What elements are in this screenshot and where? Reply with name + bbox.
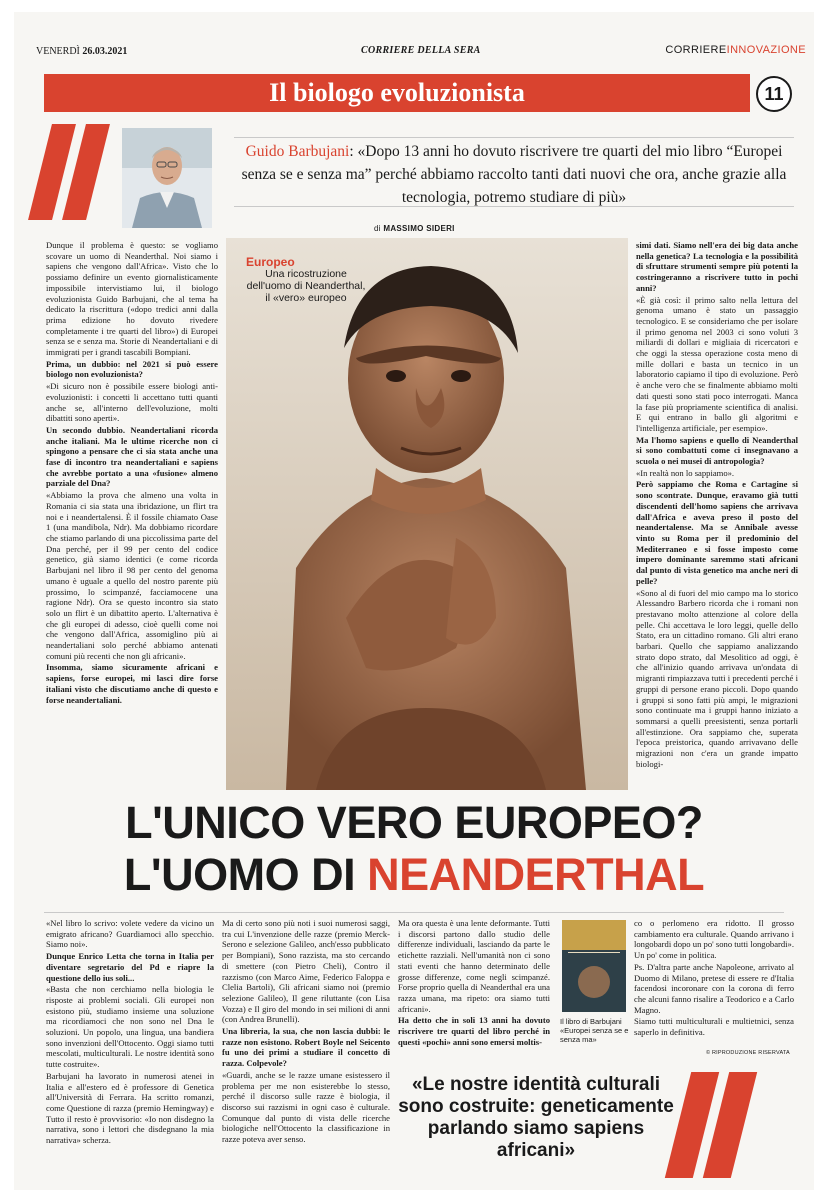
- quote-mark-icon: [40, 124, 120, 224]
- body-paragraph: «Di sicuro non è possibile essere biologi anti-evoluzionisti: i concetti li accettano tutti quanti anche se, all'interno dell'evoluzione, molti dibattiti sono aperti».: [46, 381, 218, 424]
- question-paragraph: simi dati. Siamo nell'era dei big data anche nella genetica? La tecnologia e la possibilità di sfruttare strumenti sempre più potenti la costringeranno a riscrivere tutto in pochi anni?: [636, 240, 798, 293]
- body-paragraph: co o perlomeno era ridotto. Il grosso cambiamento era culturale. Quando arrivano i longobardi dopo un po' sono tutti longobardi». Un po' come in politica.: [634, 918, 794, 961]
- book-caption: Il libro di Barbujani «Europei senza se e senza ma»: [560, 1017, 629, 1044]
- body-paragraph: «Sono al di fuori del mio campo ma lo storico Alessandro Barbero ricorda che i romani non prestavano molto attenzione al colore della pelle. Chi accettava le loro leggi, quelle dello Stato, era un cittadino romano. Gli altri erano barbari. Quello che sappiamo analizzando strato dopo strato, dal Mesolitico ad oggi, è che all'inizio quando arrivava un'ondata di migranti rimpiazzava tutti i precedenti perché i gruppi di persone erano piccoli. Dopo quando i gruppi si sono fatti più ampi, le migrazioni sono continuate ma i gruppi hanno iniziato a sommarsi a quelli preesistenti, senza portarli all'estinzione. Ora sappiamo che, superata l'epoca preistorica, quando arrivavano delle migrazioni non c'era un grande impatto biologi-: [636, 587, 798, 769]
- byline: di MASSIMO SIDERI: [374, 224, 455, 233]
- body-paragraph: Barbujani ha lavorato in numerosi atenei in Italia e all'estero ed è professore di Genetica all'Università di Ferrara. Ha scritto romanzi, come Questione di razza (premio Hemingway) e Tutto il resto è provvisorio: «Io non disdegno la narrativa, sono i lettori che disdegnano la mia narrativa» scherza.: [46, 1070, 214, 1146]
- article-column-6: [634, 918, 794, 1048]
- article-column-4: [222, 918, 390, 1176]
- question-paragraph: Ha detto che in soli 13 anni ha dovuto riscrivere tre quarti del libro perché in questi «pochi» anni sono emersi moltis-: [398, 1015, 550, 1047]
- question-paragraph: Però sappiamo che Roma e Cartagine si sono scontrate. Dunque, eravamo già tutti discendenti dell'homo sapiens che arrivava dall'Africa e aveva preso il posto del neandertalense. Ma se Annibale avesse vinto su Roma per il predominio del Mediterraneo e si fosse imposto come impero dominante saremmo stati africani dal punto di vista genetico ma anche neri di pelle?: [636, 479, 798, 586]
- article-column-5: [398, 918, 550, 1048]
- copyright-note: © RIPRODUZIONE RISERVATA: [706, 1050, 790, 1056]
- divider: [44, 912, 784, 913]
- section-banner: Il biologo evoluzionista: [44, 74, 750, 112]
- body-paragraph: «In realtà non lo sappiamo».: [636, 467, 735, 478]
- author-portrait: [122, 128, 212, 228]
- quote-mark-icon: [678, 1072, 778, 1182]
- question-paragraph: Prima, un dubbio: nel 2021 si può essere biologo non evoluzionista?: [46, 358, 218, 380]
- body-paragraph: Ma ora questa è una lente deformante. Tutti i discorsi partono dallo studio delle differenze individuali, lasciando da parte le etichette razziali. Nell'umanità non ci sono stati eventi che hanno determinato delle grosse differenze, come negli scimpanzé. Forse proprio quella di Neanderthal era una razza umana, ma ripeto: ora siamo tutti africani».: [398, 918, 550, 1014]
- body-paragraph: «Basta che non cerchiamo nella biologia le risposte ai problemi sociali. Gli europei non esistono più, studiamo insieme una soluzione ma ricordiamoci che non sono nel Dna le soluzioni. Un popolo, una lingua, una bandiera sono invenzioni dell'Ottocento. Oggi siamo tutti mescolati, multiculturali. Le nostre identità sono tutte costruite».: [46, 984, 214, 1070]
- neanderthal-photo: [226, 238, 628, 790]
- body-paragraph: «Abbiamo la prova che almeno una volta in Romania ci sia stata una ibridazione, un flirt tra noi e i neandertalensi. È il fossile chiamato Oase 1 (una mandibola, Ndr). Ma dobbiamo ricordare che stiamo parlando di una piccolissima parte del Dna perché, per il 99 per cento del codice genetico, già siamo identici (e come ricorda Barbujani nel libro il 98 per cento del genoma umano è uguale a quello del nostro parente più prossimo, lo scimpanzé, facciamocene una ragione Ndr). Ora se questo incontro sia stato solo un flirt è un dibattito aperto. L'alternativa è che gli europei di adesso, cioè quelli come noi che vengono dall'Africa, assomiglino più ai neandertaliani solo perché abbiamo antenati comuni più recenti che non gli africani».: [46, 490, 218, 661]
- article-column-1: [46, 240, 218, 815]
- body-paragraph: Dunque il problema è questo: se vogliamo scovare un uomo di Neanderthal. Noi siamo i sapiens che vengono dall'Africa». Visto che lo possiamo definire un evento giornalisticamente impossibile intervistiamo lui, il biologo evoluzionista Guido Barbujani, che al tema ha dedicato la riscrittura («dopo tredici anni dalla prima edizione ho dovuto rivedere completamente i tre quarti del libro») di Europei senza se e senza ma. Storie di Neandertaliani e di immigrati per i grandi tascabili Bompiani.: [46, 240, 218, 358]
- body-paragraph: «È già così: il primo salto nella lettura del genoma umano è stato un passaggio tecnologico. E se consideriamo che per isolare il primo genoma nel 2003 ci sono voluti 3 miliardi di dollari e migliaia di ricercatori e che oggi la stessa operazione costa meno di mille dollari e basta un tecnico in un laboratorio capiamo il tipo di evoluzione. Però è anche vero che se finalmente abbiamo molti dati questi sono stati poco interrogati. Manca la fase più propriamente scientifica di analisi. E qui entrano in ballo gli algoritmi e l'intelligenza artificiale, per esempio».: [636, 294, 798, 433]
- question-paragraph: Insomma, siamo sicuramente africani e sapiens, forse europei, mi lasci dire forse italiani visto che discutiamo anche di questo e forse neandertaliani.: [46, 662, 218, 705]
- intro-quote: Guido Barbujani: «Dopo 13 anni ho dovuto riscrivere tre quarti del mio libro “Europei senza se e senza ma” perché abbiamo raccolto tanti dati nuovi che ora, anche grazie alla tecnologia, potremo studiare di più»: [234, 137, 794, 207]
- newspaper-name: CORRIERE DELLA SERA: [361, 45, 481, 56]
- newspaper-page: [14, 12, 814, 1190]
- book-cover: [562, 920, 626, 1012]
- question-paragraph: Una libreria, la sua, che non lascia dubbi: le razze non esistono. Robert Boyle nel Seicento fu uno dei primi a studiare il concetto di razza. Colpevole?: [222, 1026, 390, 1069]
- issue-date: VENERDÌ 26.03.2021: [36, 46, 128, 57]
- body-paragraph: Ma di certo sono più noti i suoi numerosi saggi, tra cui L'invenzione delle razze (premio Merck-Serono e selezione Galileo, anch'esso pubblicato per Bompiani), Sono razzista, ma sto cercando di smettere (con Pietro Cheli), Contro il razzismo (con Marco Aime, Federico Faloppa e Clelia Bartoli), Gli africani siamo noi (premio selezione Galileo), Il gene riluttante (con Lisa Vozza) e Il giro del mondo in sei milioni di anni (con Andrea Brunelli).: [222, 918, 390, 1025]
- masthead: [36, 44, 806, 60]
- body-paragraph: Ps. D'altra parte anche Napoleone, arrivato al Duomo di Milano, pretese di essere re d'Italia facendosi incoronare con la corona di ferro che alcuni fanno risalire a Teodorico e a Carlo Magno.: [634, 961, 794, 1015]
- pull-quote: «Le nostre identità culturali sono costruite: geneticamente parlando siamo sapiens africani»: [398, 1074, 674, 1161]
- section-name: CORRIEREINNOVAZIONE: [665, 44, 806, 56]
- question-paragraph: Ma l'homo sapiens e quello di Neanderthal si sono combattuti come ci insegnavano a scuola o nei musei di antropologia?: [636, 434, 798, 467]
- article-column-3: [46, 918, 214, 1176]
- article-column-2: [636, 240, 798, 795]
- photo-caption: Europeo Una ricostruzione dell'uomo di Neanderthal, il «vero» europeo: [246, 255, 366, 304]
- question-paragraph: Un secondo dubbio. Neandertaliani ricorda anche italiani. Ma le ultime ricerche non ci spingono a pensare che ci sia stata anche una fase di incontro tra neandertaliani e sapiens che avrebbe portato a una «fusione» almeno parziale del Dna?: [46, 424, 218, 489]
- question-paragraph: Dunque Enrico Letta che torna in Italia per diventare segretario del Pd e riapre la questione dello ius soli...: [46, 951, 214, 983]
- headline: L'UNICO VERO EUROPEO? L'UOMO DI NEANDERTHAL: [123, 797, 705, 900]
- body-paragraph: Siamo tutti multiculturali e multietnici, senza saperlo in definitiva.: [634, 1016, 794, 1038]
- body-paragraph: «Nel libro lo scrivo: volete vedere da vicino un emigrato africano? Guardiamoci allo specchio. Siamo noi».: [46, 918, 214, 950]
- page-number: 11: [756, 76, 792, 112]
- body-paragraph: «Guardi, anche se le razze umane esistessero il problema per me non esisterebbe lo stesso, perché il discorso sulle razze è biologia, il discorso sui razzismi in ogni caso è culturale. Comunque dal punto di vista delle ricerche biologiche nell'Ottocento la classificazione in razze poteva aver senso.: [222, 1069, 390, 1145]
